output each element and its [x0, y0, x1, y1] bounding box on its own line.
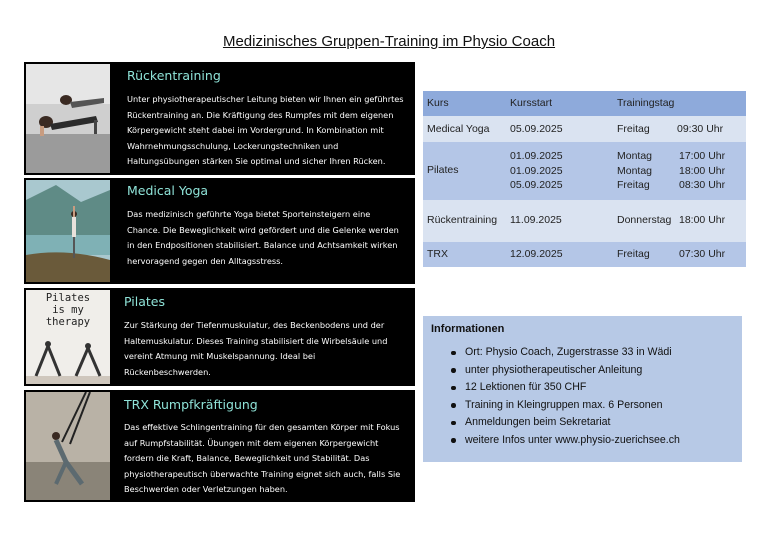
description-line: Rückentraining an. Die Kräftigung des Rumpfes mit dem eigenen — [127, 109, 394, 120]
table-header-row — [423, 91, 746, 116]
course-time: 18:00 Uhr — [679, 164, 726, 177]
course-description — [124, 318, 387, 380]
list-item — [423, 379, 680, 397]
yoga-lake-photo — [26, 180, 110, 282]
description-line: Körpergewicht steht dabei im Vordergrund. In Kombination mit — [127, 125, 384, 135]
bullet-icon — [451, 403, 456, 408]
course-title: TRX Rumpfkräftigung — [124, 397, 258, 412]
description-line: Chance. Die Beweglichkeit wird gefördert und die Gelenke werden — [127, 224, 399, 235]
info-box — [423, 316, 742, 462]
course-name: TRX — [427, 248, 448, 260]
bullet-icon — [451, 368, 456, 373]
list-item — [423, 344, 680, 362]
course-card-pilates — [24, 288, 415, 386]
description-line: Beschwerden oder Verletzungen haben. — [124, 484, 288, 494]
course-description — [127, 207, 399, 269]
course-title: Rückentraining — [127, 68, 221, 83]
photo-text: therapy — [45, 316, 91, 328]
course-card-medical-yoga — [24, 178, 415, 284]
info-link[interactable]: weitere Infos unter www.physio-zuerichsee.ch — [465, 433, 680, 446]
bullet-icon — [451, 386, 456, 391]
info-title: Informationen — [431, 323, 505, 335]
table-row — [423, 116, 746, 142]
info-text: unter physiotherapeutischer Anleitung — [465, 363, 643, 376]
description-line: physiotherapeutisch überwachte Training eignet sich auch, falls Sie — [124, 468, 401, 479]
description-line: vereint Atmung mit Muskelspannung. Ideal bei — [124, 351, 316, 361]
info-text: Training in Kleingruppen max. 6 Personen — [465, 398, 663, 411]
list-item — [423, 397, 680, 415]
plank-exercise-photo — [26, 64, 110, 173]
list-item — [423, 414, 680, 432]
photo-text: is my — [52, 304, 84, 316]
course-start: 12.09.2025 — [510, 248, 563, 260]
course-time: 09:30 Uhr — [677, 123, 724, 135]
course-day: Freitag — [617, 123, 650, 135]
header-day: Trainingstag — [617, 97, 675, 109]
description-line: in den Endpositionen stabilisiert. Balance und Achtsamkeit wirken — [127, 240, 398, 250]
description-line: Das medizinisch geführte Yoga bietet Sporteinsteigern eine — [127, 209, 371, 219]
course-start: 01.09.2025 — [510, 164, 563, 177]
course-start: 01.09.2025 — [510, 150, 563, 162]
page-title: Medizinisches Gruppen-Training im Physio Coach — [222, 33, 556, 50]
description-line: Das effektive Schlingentraining für den gesamten Körper mit Fokus — [124, 422, 400, 432]
description-line: Haltemuskulatur. Dieses Training stabilisiert die Wirbelsäule und — [124, 335, 388, 346]
course-time: 08:30 Uhr — [679, 179, 726, 191]
photo-text: Pilates — [45, 292, 91, 304]
info-text: 12 Lektionen für 350 CHF — [465, 381, 587, 393]
course-day: Montag — [617, 150, 653, 162]
description-line: Zur Stärkung der Tiefenmuskulatur, des Beckenbodens und der — [124, 320, 385, 330]
course-day-list — [617, 149, 652, 193]
course-start: 05.09.2025 — [510, 179, 563, 191]
description-line: Rückenbeschwerden. — [124, 366, 211, 377]
description-line: Unter physiotherapeutischer Leitung bieten wir Ihnen ein geführtes — [127, 94, 404, 104]
course-time-list — [679, 149, 725, 193]
course-start-list — [510, 149, 563, 193]
course-start: 11.09.2025 — [510, 214, 562, 226]
header-course: Kurs — [427, 97, 449, 109]
course-name: Pilates — [427, 164, 459, 176]
course-name: Medical Yoga — [427, 123, 490, 135]
info-text: Ort: Physio Coach, Zugerstrasse 33 in Wädi — [465, 346, 672, 358]
pilates-therapy-photo — [26, 290, 110, 384]
trx-training-photo — [26, 392, 110, 500]
course-name: Rückentraining — [427, 214, 498, 226]
description-line: auf Rumpfstabilität. Übungen mit dem eigenen Körpergewicht — [124, 437, 379, 448]
course-day: Montag — [617, 164, 653, 177]
course-time: 07:30 Uhr — [679, 248, 726, 260]
course-title: Medical Yoga — [127, 183, 209, 198]
info-list — [423, 344, 680, 449]
description-line: hervoragend gegen den Alltagsstress. — [127, 255, 284, 266]
course-card-trx — [24, 390, 415, 502]
bullet-icon — [451, 421, 456, 426]
description-line: Haltungsübungen stärken Sie optimal und sicher Ihren Rücken. — [127, 156, 386, 166]
table-row — [423, 142, 746, 200]
course-description — [127, 92, 404, 170]
table-row — [423, 200, 746, 242]
course-day: Freitag — [617, 248, 650, 260]
course-day: Donnerstag — [617, 214, 672, 226]
table-row — [423, 242, 746, 267]
bullet-icon — [451, 438, 456, 443]
course-time: 18:00 Uhr — [679, 214, 726, 226]
course-time: 17:00 Uhr — [679, 150, 726, 162]
list-item — [423, 432, 680, 450]
course-day: Freitag — [617, 179, 650, 191]
schedule-table — [423, 91, 746, 267]
course-start: 05.09.2025 — [510, 123, 563, 135]
course-title: Pilates — [124, 294, 165, 309]
course-card-rueckentraining — [24, 62, 415, 175]
description-line: Wahrnehmungsschulung, Lockerungstechniken und — [127, 140, 339, 151]
list-item — [423, 362, 680, 380]
course-description — [124, 420, 400, 498]
description-line: fordern die Kraft, Balance, Beweglichkeit und Stabilität. Das — [124, 453, 370, 463]
header-start: Kursstart — [510, 97, 553, 109]
bullet-icon — [451, 351, 456, 356]
info-text: Anmeldungen beim Sekretariat — [465, 416, 611, 428]
